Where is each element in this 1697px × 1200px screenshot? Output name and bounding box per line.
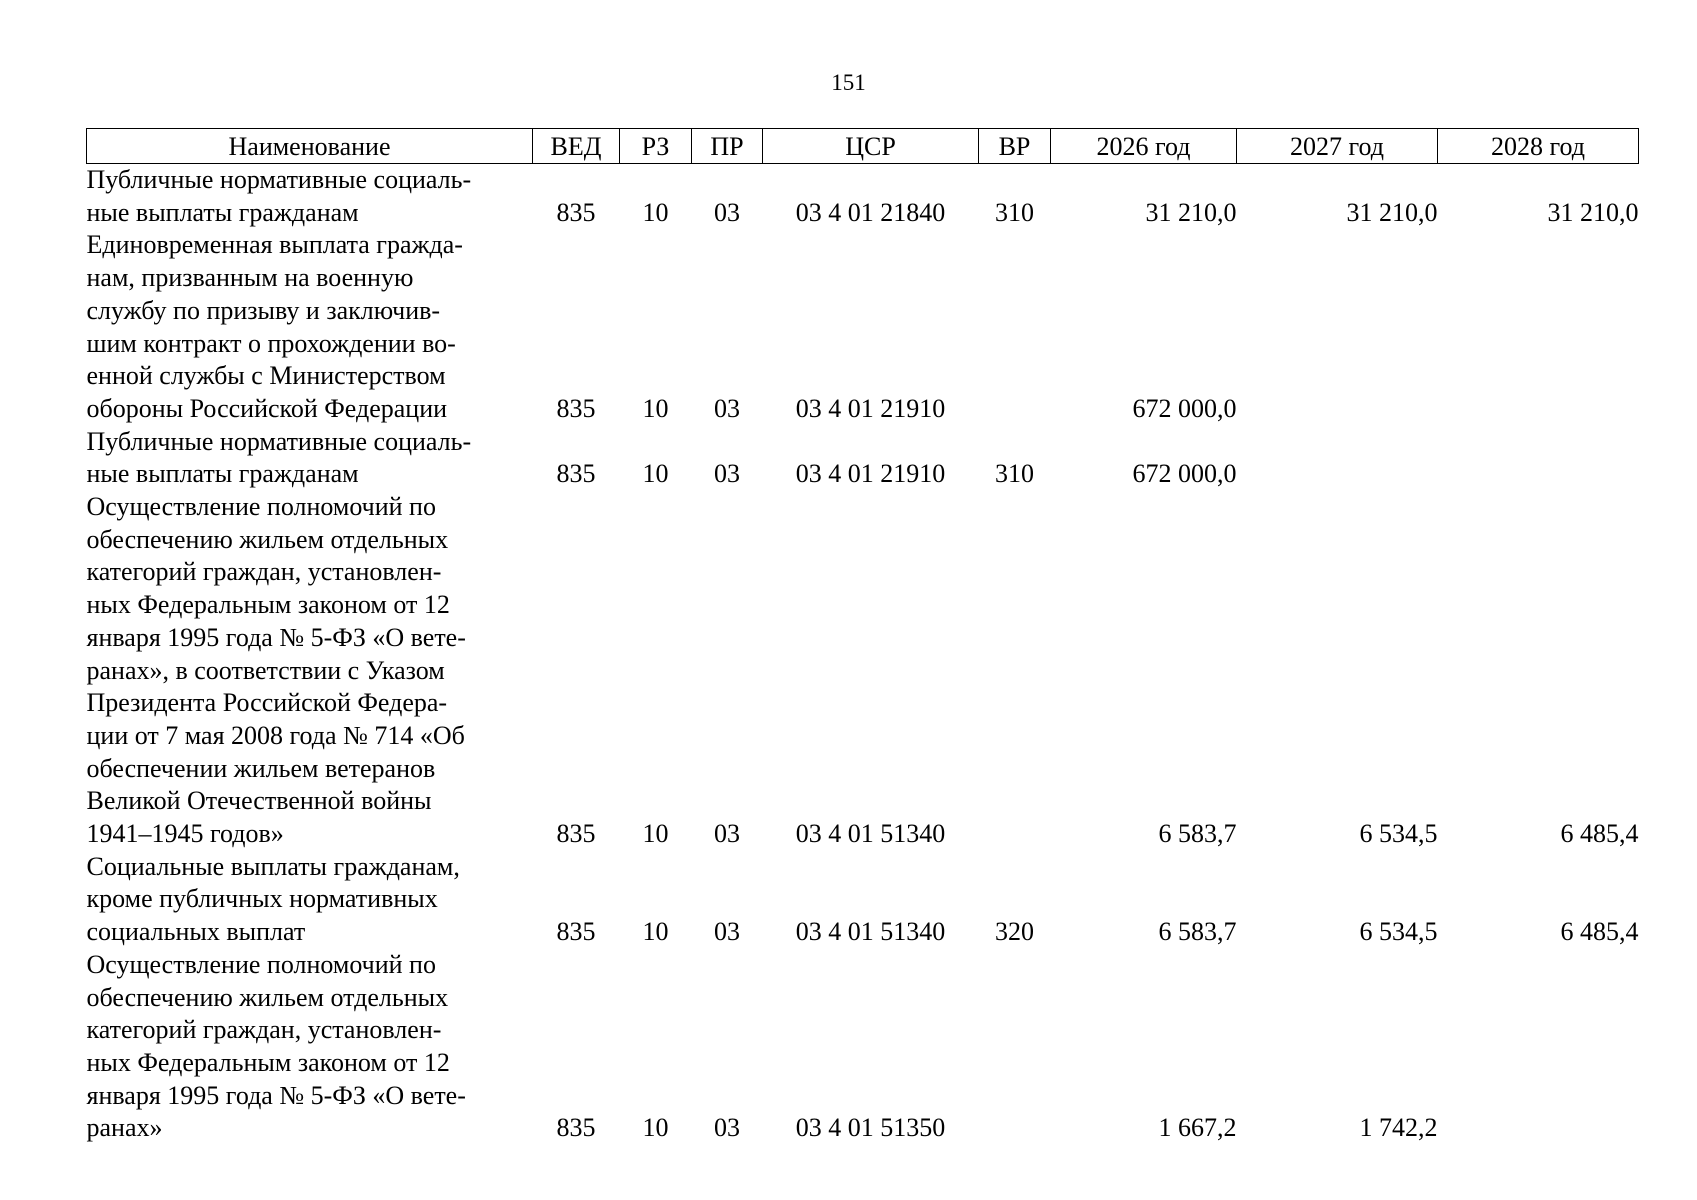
col-header-name: Наименование [87,129,533,164]
cell-2027: 6 534,5 [1359,819,1438,849]
table-row [87,949,1639,1145]
cell-2026: 6 583,7 [1158,819,1237,849]
name-line: ранах» [86,1113,163,1143]
cell-2028 [1438,426,1639,491]
table-row [87,851,1639,949]
cell-2027 [1237,229,1438,425]
cell-name [87,491,533,851]
col-header-2027: 2027 год [1237,129,1438,164]
cell-ved: 835 [556,459,596,489]
name-line: ных Федеральным законом от 12 [86,1047,450,1077]
cell-csr: 03 4 01 51340 [795,819,946,849]
cell-ved: 835 [556,1113,596,1143]
name-line: Социальные выплаты гражданам, [86,851,460,881]
page-number: 151 [831,70,866,95]
budget-table [86,128,1639,1145]
cell-vr [979,949,1051,1145]
cell-pr: 03 [714,917,740,947]
cell-2027 [1237,426,1438,491]
name-line: ные выплаты гражданам [86,197,359,227]
name-line: обороны Российской Федерации [86,393,448,423]
cell-name [87,426,533,491]
cell-2027: 31 210,0 [1346,197,1438,227]
cell-rz: 10 [642,917,669,947]
cell-2028: 31 210,0 [1547,197,1639,227]
col-header-csr: ЦСР [763,129,979,164]
cell-csr: 03 4 01 21910 [795,393,946,423]
cell-rz: 10 [642,393,669,423]
name-line: шим контракт о прохождении во- [86,328,456,358]
cell-name [87,164,533,230]
cell-ved: 835 [556,917,596,947]
cell-2028 [1438,229,1639,425]
cell-pr: 03 [714,393,740,423]
name-line: Президента Российской Федера- [86,688,448,718]
name-line: енной службы с Министерством [86,361,446,391]
table-row [87,164,1639,230]
col-header-ved: ВЕД [533,129,620,164]
col-header-pr: ПР [692,129,763,164]
cell-pr: 03 [714,197,740,227]
col-header-2026: 2026 год [1051,129,1237,164]
cell-2026: 6 583,7 [1158,917,1237,947]
cell-ved: 835 [556,393,596,423]
table-header [87,129,1639,164]
name-line: ции от 7 мая 2008 года № 714 «Об [86,720,465,750]
cell-pr: 03 [714,459,740,489]
table-row [87,229,1639,425]
name-line: Осуществление полномочий по [86,949,436,979]
cell-2026: 672 000,0 [1132,393,1237,423]
name-line: обеспечении жильем ветеранов [86,753,436,783]
name-line: социальных выплат [86,917,306,947]
name-line: 1941–1945 годов» [86,819,284,849]
cell-csr: 03 4 01 51340 [795,917,946,947]
name-line: Осуществление полномочий по [86,492,436,522]
name-line: Великой Отечественной войны [86,786,432,816]
cell-ved: 835 [556,197,596,227]
cell-rz: 10 [642,1113,669,1143]
col-header-rz: РЗ [620,129,692,164]
cell-rz: 10 [642,819,669,849]
name-line: категорий граждан, установлен- [86,557,442,587]
cell-vr [979,491,1051,851]
name-line: службу по призыву и заключив- [86,295,441,325]
cell-vr [979,229,1051,425]
cell-2026: 31 210,0 [1145,197,1237,227]
name-line: нам, призванным на военную [86,263,414,293]
name-line: Публичные нормативные социаль- [86,165,472,194]
cell-pr: 03 [714,1113,740,1143]
cell-pr: 03 [714,819,740,849]
cell-name [87,949,533,1145]
cell-2027: 6 534,5 [1359,917,1438,947]
cell-rz: 10 [642,459,669,489]
cell-2026: 672 000,0 [1132,459,1237,489]
cell-vr: 320 [995,917,1034,947]
name-line: ных Федеральным законом от 12 [86,590,450,620]
cell-csr: 03 4 01 21840 [795,197,946,227]
cell-2026: 1 667,2 [1158,1113,1237,1143]
cell-2028: 6 485,4 [1560,917,1639,947]
cell-2028: 6 485,4 [1560,819,1639,849]
cell-2028 [1438,949,1639,1145]
table-row [87,426,1639,491]
table-row [87,491,1639,851]
header-row [87,129,1639,164]
cell-rz: 10 [642,197,669,227]
cell-name [87,229,533,425]
name-line: Единовременная выплата гражда- [86,230,463,260]
name-line: января 1995 года № 5-ФЗ «О вете- [86,622,466,652]
col-header-2028: 2028 год [1438,129,1639,164]
table-body [87,164,1639,1146]
name-line: ранах», в соответствии с Указом [86,655,445,685]
name-line: обеспечению жильем отдельных [86,982,449,1012]
name-line: ные выплаты гражданам [86,459,359,489]
name-line: категорий граждан, установлен- [86,1015,442,1045]
cell-2027: 1 742,2 [1359,1113,1438,1143]
name-line: кроме публичных нормативных [86,884,438,914]
col-header-vr: ВР [979,129,1051,164]
cell-csr: 03 4 01 21910 [795,459,946,489]
name-line: января 1995 года № 5-ФЗ «О вете- [86,1080,466,1110]
name-line: Публичные нормативные социаль- [86,426,472,456]
cell-ved: 835 [556,819,596,849]
cell-name [87,851,533,949]
cell-vr: 310 [995,459,1034,489]
name-line: обеспечению жильем отдельных [86,524,449,554]
cell-csr: 03 4 01 51350 [795,1113,946,1143]
cell-vr: 310 [995,197,1034,227]
